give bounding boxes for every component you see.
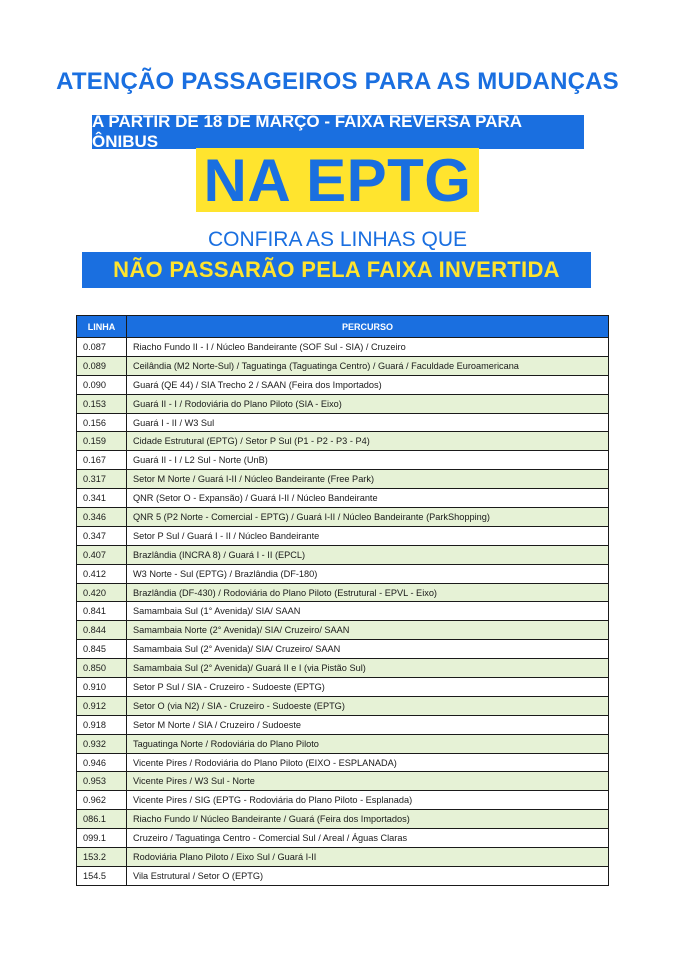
bottom-banner: NÃO PASSARÃO PELA FAIXA INVERTIDA — [82, 252, 591, 288]
route-cell: Riacho Fundo I/ Núcleo Bandeirante / Guará (Feira dos Importados) — [127, 810, 609, 829]
line-number-cell: 154.5 — [77, 866, 127, 885]
line-number-cell: 0.089 — [77, 356, 127, 375]
highlight-banner: NA EPTG — [196, 148, 479, 212]
route-cell: Vicente Pires / Rodoviária do Plano Piloto (EIXO - ESPLANADA) — [127, 753, 609, 772]
line-number-cell: 0.412 — [77, 564, 127, 583]
table-header-row — [77, 316, 609, 338]
line-number-cell: 0.156 — [77, 413, 127, 432]
line-number-cell: 0.347 — [77, 526, 127, 545]
table-row — [77, 715, 609, 734]
table-body — [77, 338, 609, 886]
table-row — [77, 375, 609, 394]
table-row — [77, 338, 609, 357]
table-row — [77, 394, 609, 413]
line-number-cell: 0.918 — [77, 715, 127, 734]
table-row — [77, 791, 609, 810]
route-cell: Vicente Pires / W3 Sul - Norte — [127, 772, 609, 791]
route-cell: QNR (Setor O - Expansão) / Guará I-II / Núcleo Bandeirante — [127, 489, 609, 508]
table-row — [77, 508, 609, 527]
page-title: ATENÇÃO PASSAGEIROS PARA AS MUDANÇAS — [56, 68, 619, 95]
route-cell: Rodoviária Plano Piloto / Eixo Sul / Guará I-II — [127, 848, 609, 867]
line-number-cell: 0.912 — [77, 696, 127, 715]
route-cell: Vicente Pires / SIG (EPTG - Rodoviária do Plano Piloto - Esplanada) — [127, 791, 609, 810]
line-number-cell: 0.317 — [77, 470, 127, 489]
line-number-cell: 0.844 — [77, 621, 127, 640]
line-number-cell: 099.1 — [77, 829, 127, 848]
line-number-cell: 0.850 — [77, 659, 127, 678]
table-row — [77, 526, 609, 545]
route-cell: QNR 5 (P2 Norte - Comercial - EPTG) / Guará I-II / Núcleo Bandeirante (ParkShopping) — [127, 508, 609, 527]
table-row — [77, 640, 609, 659]
table-row — [77, 678, 609, 697]
line-number-cell: 0.845 — [77, 640, 127, 659]
line-number-cell: 0.953 — [77, 772, 127, 791]
table-row — [77, 489, 609, 508]
date-banner: A PARTIR DE 18 DE MARÇO - FAIXA REVERSA PARA ÔNIBUS — [92, 115, 584, 149]
line-number-cell: 0.946 — [77, 753, 127, 772]
route-cell: Setor P Sul / SIA - Cruzeiro - Sudoeste (EPTG) — [127, 678, 609, 697]
table-row — [77, 356, 609, 375]
bus-lines-table — [76, 315, 609, 886]
table-row — [77, 772, 609, 791]
line-number-cell: 0.910 — [77, 678, 127, 697]
line-number-cell: 153.2 — [77, 848, 127, 867]
table-row — [77, 432, 609, 451]
table-row — [77, 866, 609, 885]
line-number-cell: 0.932 — [77, 734, 127, 753]
route-cell: Setor M Norte / SIA / Cruzeiro / Sudoeste — [127, 715, 609, 734]
route-cell: Guará I - II / W3 Sul — [127, 413, 609, 432]
table-row — [77, 621, 609, 640]
route-cell: Cidade Estrutural (EPTG) / Setor P Sul (P1 - P2 - P3 - P4) — [127, 432, 609, 451]
column-header-percurso: PERCURSO — [127, 316, 609, 338]
table-row — [77, 848, 609, 867]
line-number-cell: 0.090 — [77, 375, 127, 394]
route-cell: Samambaia Sul (2° Avenida)/ Guará II e I (via Pistão Sul) — [127, 659, 609, 678]
table-row — [77, 602, 609, 621]
route-cell: Guará II - I / L2 Sul - Norte (UnB) — [127, 451, 609, 470]
table-row — [77, 583, 609, 602]
route-cell: Setor P Sul / Guará I - II / Núcleo Bandeirante — [127, 526, 609, 545]
table-row — [77, 696, 609, 715]
table-row — [77, 545, 609, 564]
route-cell: Samambaia Sul (1° Avenida)/ SIA/ SAAN — [127, 602, 609, 621]
line-number-cell: 0.841 — [77, 602, 127, 621]
line-number-cell: 0.341 — [77, 489, 127, 508]
route-cell: Guará II - I / Rodoviária do Plano Piloto (SIA - Eixo) — [127, 394, 609, 413]
line-number-cell: 086.1 — [77, 810, 127, 829]
table-row — [77, 451, 609, 470]
route-cell: Ceilândia (M2 Norte-Sul) / Taguatinga (Taguatinga Centro) / Guará / Faculdade Euroamericana — [127, 356, 609, 375]
line-number-cell: 0.087 — [77, 338, 127, 357]
line-number-cell: 0.962 — [77, 791, 127, 810]
route-cell: Setor M Norte / Guará I-II / Núcleo Bandeirante (Free Park) — [127, 470, 609, 489]
route-cell: Setor O (via N2) / SIA - Cruzeiro - Sudoeste (EPTG) — [127, 696, 609, 715]
line-number-cell: 0.407 — [77, 545, 127, 564]
table-row — [77, 753, 609, 772]
table-row — [77, 659, 609, 678]
route-cell: Samambaia Norte (2° Avenida)/ SIA/ Cruzeiro/ SAAN — [127, 621, 609, 640]
column-header-linha: LINHA — [77, 316, 127, 338]
line-number-cell: 0.420 — [77, 583, 127, 602]
table-row — [77, 470, 609, 489]
route-cell: Vila Estrutural / Setor O (EPTG) — [127, 866, 609, 885]
route-cell: Brazlândia (INCRA 8) / Guará I - II (EPCL) — [127, 545, 609, 564]
table-row — [77, 829, 609, 848]
subtitle: CONFIRA AS LINHAS QUE — [207, 228, 468, 251]
route-cell: Brazlândia (DF-430) / Rodoviária do Plano Piloto (Estrutural - EPVL - Eixo) — [127, 583, 609, 602]
route-cell: W3 Norte - Sul (EPTG) / Brazlândia (DF-180) — [127, 564, 609, 583]
line-number-cell: 0.167 — [77, 451, 127, 470]
table-row — [77, 734, 609, 753]
table-row — [77, 810, 609, 829]
route-cell: Guará (QE 44) / SIA Trecho 2 / SAAN (Feira dos Importados) — [127, 375, 609, 394]
table-row — [77, 413, 609, 432]
line-number-cell: 0.346 — [77, 508, 127, 527]
route-cell: Riacho Fundo II - I / Núcleo Bandeirante (SOF Sul - SIA) / Cruzeiro — [127, 338, 609, 357]
line-number-cell: 0.153 — [77, 394, 127, 413]
line-number-cell: 0.159 — [77, 432, 127, 451]
table-row — [77, 564, 609, 583]
route-cell: Cruzeiro / Taguatinga Centro - Comercial Sul / Areal / Águas Claras — [127, 829, 609, 848]
route-cell: Taguatinga Norte / Rodoviária do Plano Piloto — [127, 734, 609, 753]
route-cell: Samambaia Sul (2° Avenida)/ SIA/ Cruzeiro/ SAAN — [127, 640, 609, 659]
